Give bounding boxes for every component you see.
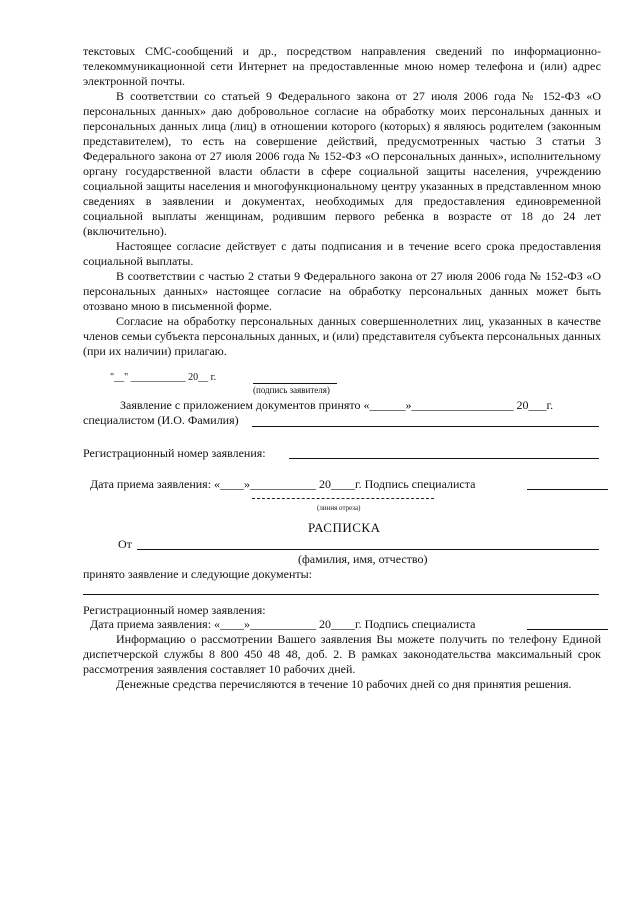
specialist-name-field[interactable] — [252, 426, 599, 427]
acceptance-date-line: Дата приема заявления: «____»___________ 20____г. Подпись специалиста — [90, 477, 476, 491]
specialist-label: специалистом (И.О. Фамилия) — [83, 413, 239, 427]
cut-line-label: (линия отреза) — [317, 504, 361, 512]
signature-line — [253, 383, 337, 384]
receipt-money-paragraph: Денежные средства перечисляются в течение 10 рабочих дней со дня принятия решения. — [116, 677, 572, 691]
receipt-from-caption: (фамилия, имя, отчество) — [298, 552, 428, 566]
receipt-from-label: От — [118, 537, 132, 551]
consent-paragraph-2: Настоящее согласие действует с даты подписания и в течение всего срока предоставления социальной выплаты. — [83, 239, 601, 268]
consent-paragraph-0: текстовых СМС-сообщений и др., посредством направления сведений по информационно-телекоммуникационной сети Интернет на предоставленные мною номер телефона и (или) адрес электронной почты. — [83, 44, 601, 88]
receipt-from-field[interactable] — [137, 549, 599, 550]
receipt-date-line: Дата приема заявления: «____»___________ 20____г. Подпись специалиста — [90, 617, 476, 631]
receipt-documents-field[interactable] — [83, 594, 599, 595]
consent-paragraph-3: В соответствии с частью 2 статьи 9 Федерального закона от 27 июля 2006 года № 152-ФЗ «О персональных данных» настоящее согласие на обработку персональных данных может быть отозвано мною в письменной форме. — [83, 269, 601, 313]
registration-number-field[interactable] — [289, 458, 599, 459]
consent-paragraph-1: В соответствии со статьей 9 Федерального закона от 27 июля 2006 года № 152-ФЗ «О персональных данных» даю добровольное согласие на обработку моих персональных данных и персональных данных лица (лиц) в отношении которого (которых) я являюсь родителем (законным представителем), то есть на совершение действий, предусмотренных частью 3 статьи 3 Федерального закона от 27 июля 2006 года № 152-ФЗ «О персональных данных», исполнительному органу государственной власти области в сфере социальной защиты населения, учреждению социальной защиты населения и многофункциональному центру указанных в представленном мною сведениях в заявлении и документах, необходимых для предоставления единовременной социальной выплаты женщинам, родившим первого ребенка в возрасте от 18 до 24 лет (включительно). — [83, 89, 601, 238]
signature-date: "__" ___________ 20__ г. — [110, 372, 217, 383]
acceptance-line: Заявление с приложением документов принято «______»_________________ 20___г. — [120, 398, 554, 412]
signature-caption: (подпись заявителя) — [253, 385, 330, 395]
cut-line — [252, 498, 434, 499]
specialist-signature-field[interactable] — [527, 489, 608, 490]
receipt-title: РАСПИСКА — [308, 520, 381, 535]
receipt-documents-label: принято заявление и следующие документы: — [83, 567, 313, 581]
receipt-info-paragraph: Информацию о рассмотрении Вашего заявления Вы можете получить по телефону Единой диспетчерской службы 8 800 450 48 48, доб. 2. В рамках законодательства максимальный срок рассмотрения заявления составляет 10 рабочих дней. — [83, 632, 601, 676]
receipt-registration-label: Регистрационный номер заявления: — [83, 603, 266, 617]
registration-number-label: Регистрационный номер заявления: — [83, 446, 266, 460]
receipt-signature-field[interactable] — [527, 629, 608, 630]
consent-paragraph-4: Согласие на обработку персональных данных совершеннолетних лиц, указанных в качестве членов семьи субъекта персональных данных, и (или) представителя субъекта персональных данных (при их наличии) прилагаю. — [83, 314, 601, 358]
